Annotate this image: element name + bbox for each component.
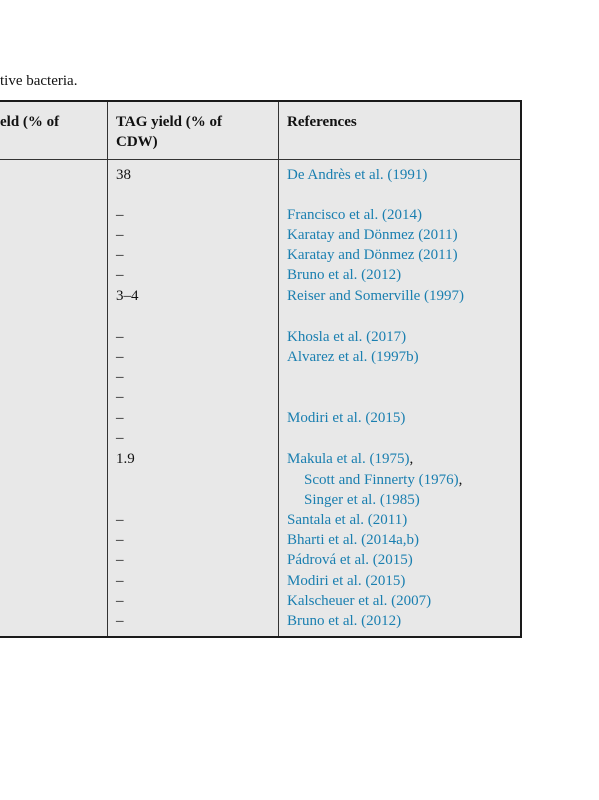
column-divider: [107, 102, 108, 636]
reference-link[interactable]: Modiri et al. (2015): [287, 573, 406, 589]
tag-yield-cell: –: [116, 247, 124, 263]
tag-yield-cell: –: [116, 573, 124, 589]
tag-yield-cell: –: [116, 389, 124, 405]
tag-yield-cell: –: [116, 349, 124, 365]
reference-link[interactable]: De Andrès et al. (1991): [287, 167, 428, 183]
reference-link[interactable]: Karatay and Dönmez (2011): [287, 247, 458, 263]
tag-yield-cell: 38: [116, 167, 131, 183]
tag-yield-cell: –: [116, 227, 124, 243]
header-divider: [0, 159, 520, 160]
reference-link[interactable]: Bharti et al. (2014a,b): [287, 532, 420, 548]
tag-yield-cell: –: [116, 593, 124, 609]
tag-yield-cell: 1.9: [116, 451, 135, 467]
tag-yield-cell: –: [116, 267, 124, 283]
tag-yield-cell: –: [116, 430, 124, 446]
reference-link[interactable]: Santala et al. (2011): [287, 512, 408, 528]
tag-yield-cell: –: [116, 532, 124, 548]
reference-link[interactable]: Pádrová et al. (2015): [287, 552, 413, 568]
reference-link[interactable]: Makula et al. (1975),: [287, 451, 414, 467]
reference-link[interactable]: Alvarez et al. (1997b): [287, 349, 419, 365]
column-divider: [278, 102, 279, 636]
header-partial-yield: eld (% of: [0, 114, 60, 130]
reference-link[interactable]: Kalscheuer et al. (2007): [287, 593, 432, 609]
reference-separator: ,: [458, 471, 463, 488]
reference-link[interactable]: Bruno et al. (2012): [287, 267, 402, 283]
reference-link[interactable]: Bruno et al. (2012): [287, 613, 402, 629]
tag-yield-cell: –: [116, 329, 124, 345]
reference-link[interactable]: Scott and Finnerty (1976),: [304, 471, 463, 488]
data-table: [0, 100, 522, 638]
tag-yield-cell: –: [116, 613, 124, 629]
tag-yield-cell: 3–4: [116, 288, 139, 304]
reference-link[interactable]: Modiri et al. (2015): [287, 410, 406, 426]
tag-yield-cell: –: [116, 207, 124, 223]
reference-link[interactable]: Singer et al. (1985): [304, 492, 420, 508]
tag-yield-cell: –: [116, 512, 124, 528]
reference-link[interactable]: Reiser and Somerville (1997): [287, 288, 465, 304]
header-references: References: [287, 114, 357, 130]
tag-yield-cell: –: [116, 552, 124, 568]
reference-link[interactable]: Khosla et al. (2017): [287, 329, 407, 345]
table-caption: tive bacteria.: [0, 73, 78, 89]
tag-yield-cell: –: [116, 410, 124, 426]
reference-separator: ,: [409, 451, 414, 467]
tag-yield-cell: –: [116, 369, 124, 385]
header-tag-yield: TAG yield (% of CDW): [116, 114, 222, 150]
reference-link[interactable]: Francisco et al. (2014): [287, 207, 422, 223]
reference-link[interactable]: Karatay and Dönmez (2011): [287, 227, 458, 243]
